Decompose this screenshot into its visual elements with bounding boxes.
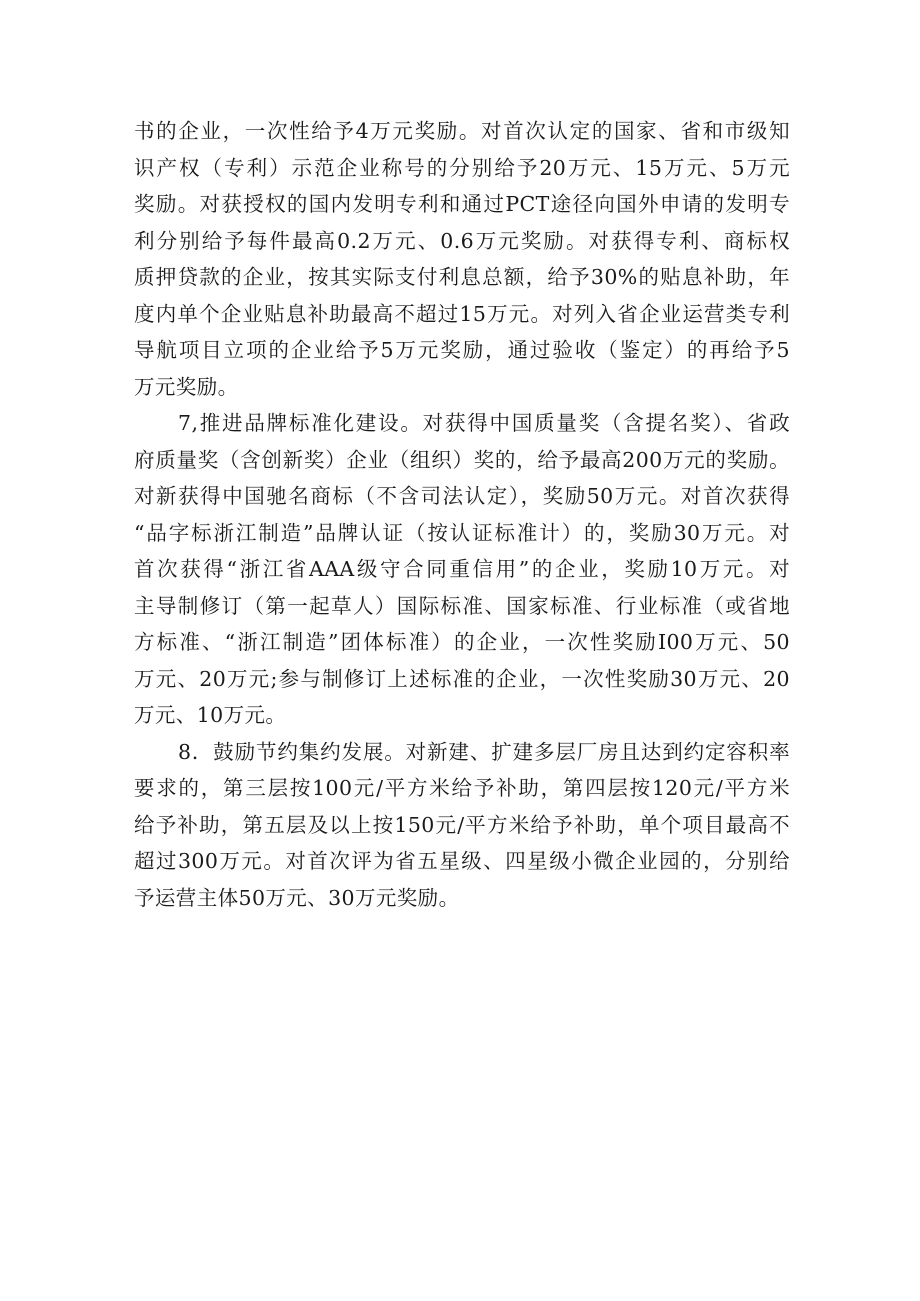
text-line: 度内单个企业贴息补助最高不超过15万元。对列入省企业运营类专利 [134,301,790,326]
text-line: 万元、10万元。 [134,703,287,727]
text-line: 方标准、“浙江制造”团体标准）的企业，一次性奖励I00万元、50 [134,630,790,654]
text-line: 主导制修订（第一起草人）国际标准、国家标准、行业标准（或省地 [134,593,790,618]
paragraph-brand-standardization [134,405,790,734]
text-line: 导航项目立项的企业给予5万元奖励，通过验收（鉴定）的再给予5 [134,338,790,362]
text-line: 利分别给予每件最高0.2万元、0.6万元奖励。对获得专利、商标权 [134,228,790,253]
text-line: 要求的，第三层按100元/平方米给予补助，第四层按120元/平方米 [134,776,790,800]
paragraph-ip-rewards [134,113,790,405]
text-line: “品字标浙江制造”品牌认证（按认证标准计）的，奖励30万元。对 [134,520,790,545]
text-line: 奖励。对获授权的国内发明专利和通过PCT途径向国外申请的发明专 [134,192,790,216]
text-line: 超过300万元。对首次评为省五星级、四星级小微企业园的，分别给 [134,849,790,873]
text-line: 万元奖励。 [134,374,239,399]
paragraph-intensive-development [134,734,790,917]
text-line: 8．鼓励节约集约发展。对新建、扩建多层厂房且达到约定容积率 [178,739,790,764]
document-body [134,113,790,916]
text-line: 府质量奖（含创新奖）企业（组织）奖的，给予最高200万元的奖励。 [134,447,790,472]
text-line: 质押贷款的企业，按其实际支付利息总额，给予30%的贴息补助，年 [134,265,790,289]
text-line: 首次获得“浙江省AAA级守合同重信用”的企业，奖励10万元。对 [134,557,790,581]
text-line: 予运营主体50万元、30万元奖励。 [134,885,460,910]
text-line: 给予补助，第五层及以上按150元/平方米给予补助，单个项目最高不 [134,812,790,837]
text-line: 万元、20万元;参与制修订上述标准的企业，一次性奖励30万元、20 [134,666,790,691]
text-line: 识产权（专利）示范企业称号的分别给予20万元、15万元、5万元 [134,155,790,180]
text-line: 书的企业，一次性给予4万元奖励。对首次认定的国家、省和市级知 [134,119,790,143]
text-line: 7,推进品牌标准化建设。对获得中国质量奖（含提名奖）、省政 [178,411,790,435]
text-line: 对新获得中国驰名商标（不含司法认定），奖励50万元。对首次获得 [134,484,790,508]
